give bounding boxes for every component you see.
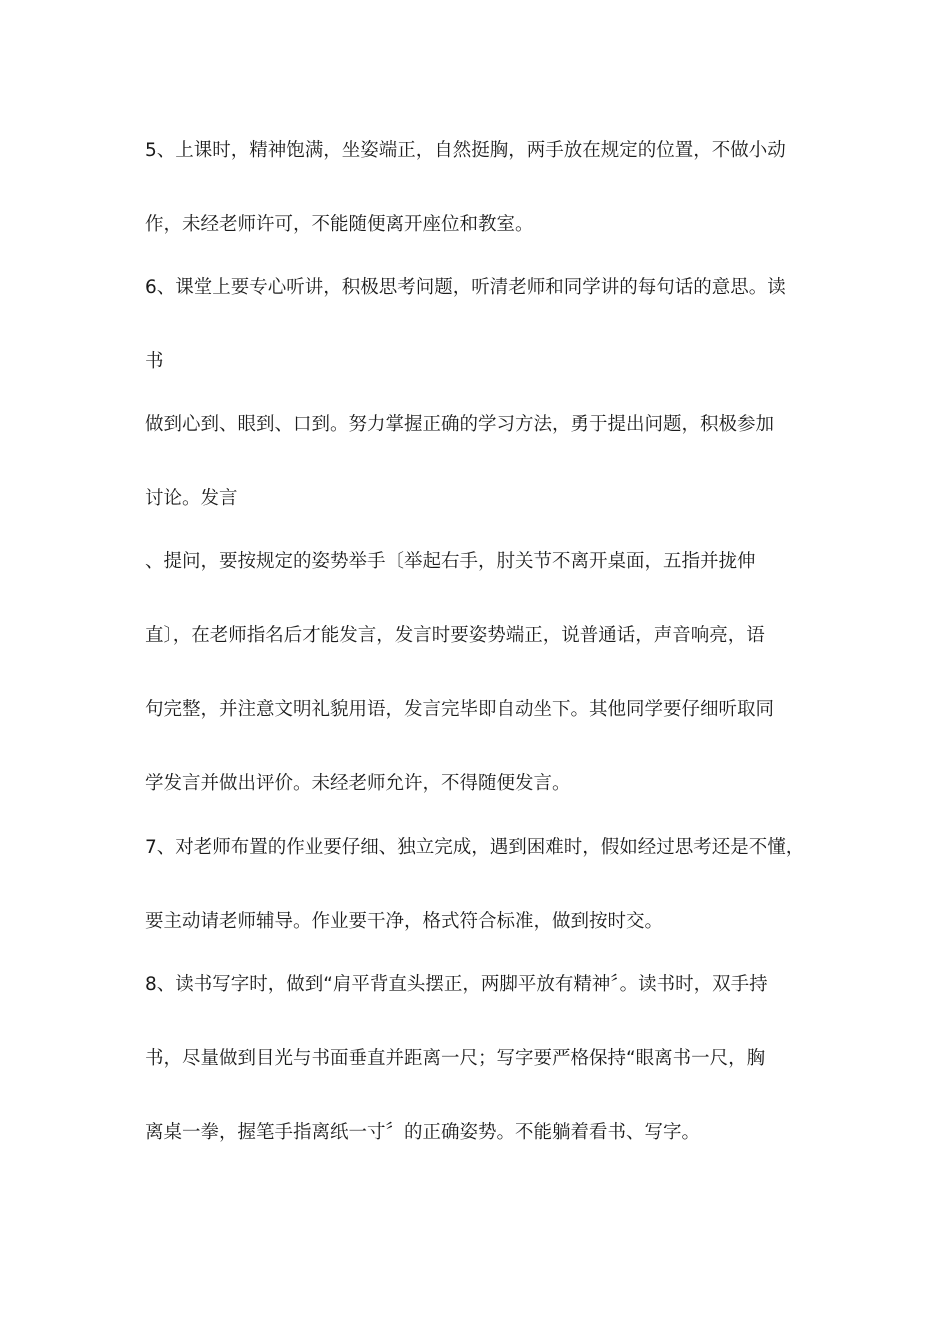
text-line: 、提问，要按规定的姿势举手〔举起右手，肘关节不离开桌面，五指并拢伸: [145, 551, 756, 572]
text-line: 要主动请老师辅导。作业要干净，格式符合标准，做到按时交。: [145, 911, 664, 932]
text-line: 5、上课时，精神饱满，坐姿端正，自然挺胸，两手放在规定的位置，不做小动: [145, 140, 786, 161]
text-line: 作，未经老师许可，不能随便离开座位和教室。: [145, 214, 534, 235]
text-line: 7、对老师布置的作业要仔细、独立完成，遇到困难时，假如经过思考还是不懂，: [145, 837, 805, 858]
text-line: 书: [145, 351, 164, 372]
text-line: 书，尽量做到目光与书面垂直并距离一尺；写字要严格保持“眼离书一尺，胸: [145, 1048, 766, 1069]
text-line: 6、课堂上要专心听讲，积极思考问题，听清老师和同学讲的每句话的意思。读: [145, 277, 786, 298]
text-line: 学发言并做出评价。未经老师允许，不得随便发言。: [145, 773, 571, 794]
text-line: 句完整，并注意文明礼貌用语，发言完毕即自动坐下。其他同学要仔细听取同: [145, 699, 775, 720]
text-line: 直〕，在老师指名后才能发言，发言时要姿势端正，说普通话，声音响亮，语: [145, 625, 765, 646]
text-line: 讨论。发言: [145, 488, 238, 509]
text-line: 8、读书写字时，做到“肩平背直头摆正，两脚平放有精神〞。读书时，双手持: [145, 974, 768, 995]
text-line: 离桌一拳，握笔手指离纸一寸〞的正确姿势。不能躺着看书、写字。: [145, 1122, 701, 1143]
text-line: 做到心到、眼到、口到。努力掌握正确的学习方法，勇于提出问题，积极参加: [145, 414, 775, 435]
